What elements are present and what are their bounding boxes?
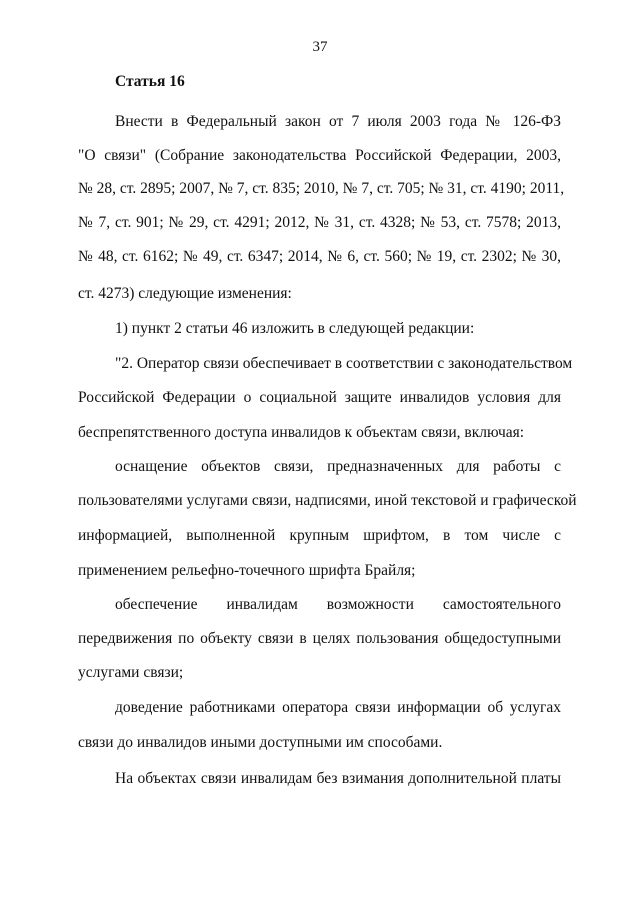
text-line: № 7, ст. 901; № 29, ст. 4291; 2012, № 31, ст. 4328; № 53, ст. 7578; 2013, <box>78 214 561 231</box>
text-line: пользователями услугами связи, надписями, иной текстовой и графической <box>78 492 577 509</box>
text-line: применением рельефно-точечного шрифта Брайля; <box>78 562 416 579</box>
text-line: беспрепятственного доступа инвалидов к объектам связи, включая: <box>78 424 525 441</box>
text-line: 1) пункт 2 статьи 46 изложить в следующей редакции: <box>115 320 475 337</box>
text-line: доведение работниками оператора связи информации об услугах <box>115 699 561 716</box>
text-line: ст. 4273) следующие изменения: <box>78 285 292 302</box>
article-title: Статья 16 <box>115 73 185 90</box>
page-number: 37 <box>312 39 328 55</box>
text-line: передвижения по объекту связи в целях пользования общедоступными <box>78 630 561 647</box>
text-line: "2. Оператор связи обеспечивает в соответствии с законодательством <box>115 355 573 372</box>
text-line: № 48, ст. 6162; № 49, ст. 6347; 2014, № 6, ст. 560; № 19, ст. 2302; № 30, <box>78 248 561 265</box>
text-line: Российской Федерации о социальной защите инвалидов условия для <box>78 389 561 406</box>
text-line: № 28, ст. 2895; 2007, № 7, ст. 835; 2010, № 7, ст. 705; № 31, ст. 4190; 2011, <box>78 180 565 197</box>
text-line: Внести в Федеральный закон от 7 июля 2003 года № 126-ФЗ <box>115 113 561 130</box>
text-line: "О связи" (Собрание законодательства Российской Федерации, 2003, <box>78 147 561 164</box>
text-line: связи до инвалидов иными доступными им способами. <box>78 734 443 751</box>
text-line: услугами связи; <box>78 664 184 681</box>
text-line: оснащение объектов связи, предназначенных для работы с <box>115 458 561 475</box>
text-line: информацией, выполненной крупным шрифтом, в том числе с <box>78 527 561 544</box>
text-line: На объектах связи инвалидам без взимания дополнительной платы <box>115 770 561 787</box>
text-line: обеспечение инвалидам возможности самостоятельного <box>115 596 561 613</box>
